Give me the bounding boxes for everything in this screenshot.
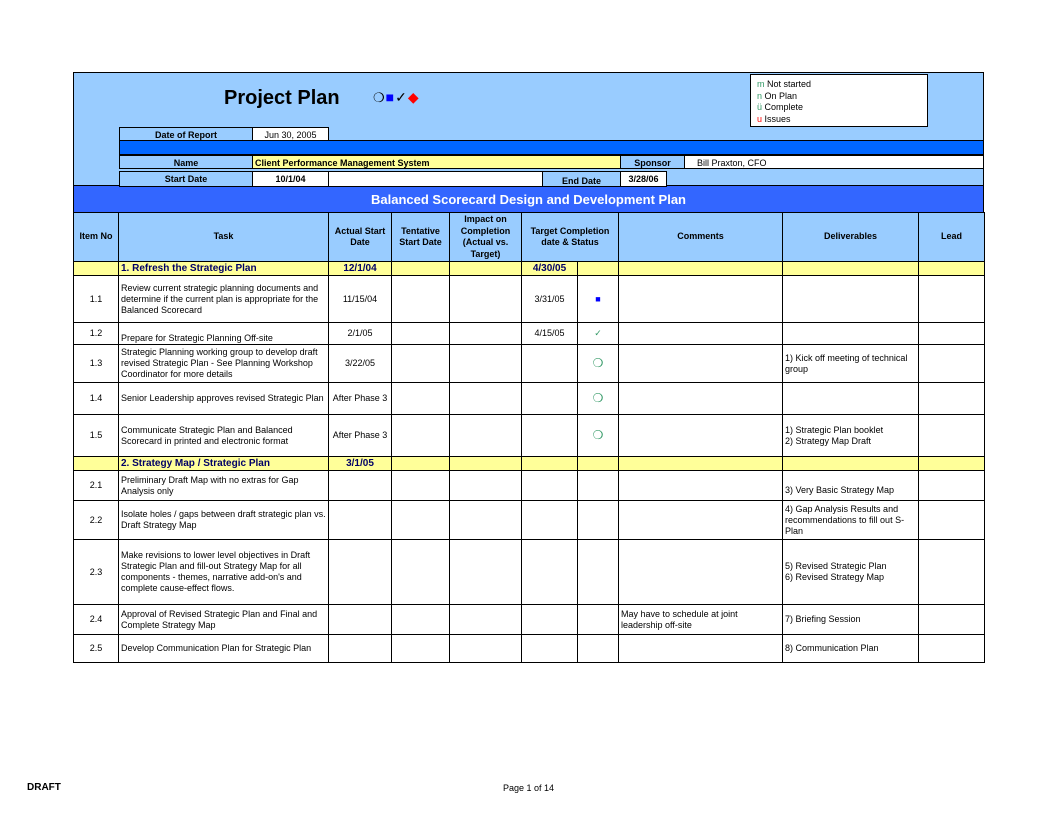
task-cell[interactable]: Communicate Strategic Plan and Balanced Scorecard in printed and electronic format [119,415,329,457]
target-cell[interactable] [522,501,578,540]
lead-cell[interactable] [919,635,985,663]
task-cell[interactable]: Review current strategic planning documents and determine if the current plan is appropriate for the Balanced Scorecard [119,276,329,323]
deliverables-cell[interactable]: 5) Revised Strategic Plan 6) Revised Strategy Map [783,540,919,605]
task-cell[interactable]: Approval of Revised Strategic Plan and Final and Complete Strategy Map [119,605,329,635]
status-cell[interactable] [578,323,619,345]
col-target-status: Target Completion date & Status [522,213,619,262]
legend-label: Issues [764,113,791,124]
lead-cell[interactable] [919,276,985,323]
phase-cell [919,262,985,276]
impact-cell[interactable] [450,471,522,501]
impact-cell[interactable] [450,383,522,415]
impact-cell[interactable] [450,276,522,323]
tentative-cell[interactable] [392,415,450,457]
comments-cell[interactable] [619,540,783,605]
phase-cell [619,262,783,276]
tentative-cell[interactable] [392,276,450,323]
col-item-no: Item No [74,213,119,262]
phase-cell [578,262,619,276]
circle-icon: ❍ [373,90,386,105]
legend-item [757,91,927,103]
legend-item [757,102,927,114]
table-row[interactable] [74,540,985,605]
legend-label: Complete [764,102,804,112]
phase-row [74,262,985,276]
circle-icon: ❍ [592,427,604,442]
sponsor-label: Sponsor [620,155,685,169]
phase-target: 4/30/05 [522,262,578,276]
legend-key: n [757,90,763,101]
comments-cell[interactable] [619,501,783,540]
comments-cell[interactable]: May have to schedule at joint leadership off-site [619,605,783,635]
phase-cell [578,457,619,471]
status-legend [750,74,928,127]
actual-start-cell[interactable] [329,635,392,663]
start-date-label: Start Date [119,171,253,187]
circle-icon: ❍ [592,390,604,405]
col-lead: Lead [919,213,985,262]
date-of-report-value[interactable]: Jun 30, 2005 [252,127,329,141]
legend-item [757,79,927,91]
task-cell[interactable]: Develop Communication Plan for Strategic Plan [119,635,329,663]
phase-row [74,457,985,471]
actual-start-cell[interactable]: After Phase 3 [329,415,392,457]
deliverables-cell[interactable]: 1) Kick off meeting of technical group [783,345,919,383]
square-icon: ■ [595,293,601,304]
impact-cell[interactable] [450,605,522,635]
col-impact: Impact on Completion (Actual vs. Target) [450,213,522,262]
header-block [73,72,984,185]
target-cell[interactable]: 4/15/05 [522,323,578,345]
check-icon: ✓ [395,89,408,105]
legend-label: Not started [767,79,812,89]
phase-start: 3/1/05 [329,457,392,471]
legend-key: u [757,113,763,124]
table-row[interactable] [74,383,985,415]
phase-item [74,457,119,471]
actual-start-cell[interactable]: 11/15/04 [329,276,392,323]
task-table [73,212,985,663]
table-row[interactable] [74,276,985,323]
target-cell[interactable] [522,540,578,605]
col-tentative-start: Tentative Start Date [392,213,450,262]
target-cell[interactable] [522,471,578,501]
item-no: 1.1 [74,276,119,323]
deliverables-cell[interactable]: 1) Strategic Plan booklet 2) Strategy Map Draft [783,415,919,457]
comments-cell[interactable] [619,345,783,383]
column-header-row [74,213,985,262]
impact-cell[interactable] [450,540,522,605]
phase-target [522,457,578,471]
deliverables-cell[interactable]: 7) Briefing Session [783,605,919,635]
impact-cell[interactable] [450,501,522,540]
impact-cell[interactable] [450,415,522,457]
target-cell[interactable] [522,605,578,635]
impact-cell[interactable] [450,635,522,663]
legend-key: m [757,79,765,89]
comments-cell[interactable] [619,323,783,345]
lead-cell[interactable] [919,345,985,383]
actual-start-cell[interactable] [329,471,392,501]
blue-separator-bar [119,140,984,155]
phase-cell [619,457,783,471]
phase-cell [392,457,450,471]
end-date-value[interactable]: 3/28/06 [620,171,667,187]
end-date-label: End Date [542,171,621,187]
item-no: 1.3 [74,345,119,383]
item-no: 2.1 [74,471,119,501]
comments-cell[interactable] [619,276,783,323]
status-cell[interactable] [578,383,619,415]
target-cell[interactable]: 3/31/05 [522,276,578,323]
item-no: 2.3 [74,540,119,605]
legend-key: ü [757,102,763,112]
phase-cell [919,457,985,471]
project-plan-sheet [73,72,984,663]
task-cell[interactable]: Preliminary Draft Map with no extras for Gap Analysis only [119,471,329,501]
draft-label: DRAFT [27,782,61,793]
actual-start-cell[interactable] [329,540,392,605]
deliverables-cell[interactable]: 8) Communication Plan [783,635,919,663]
square-icon: ■ [385,89,396,105]
sponsor-value[interactable]: Bill Praxton, CFO [684,155,984,169]
comments-cell[interactable] [619,635,783,663]
actual-start-cell[interactable]: 3/22/05 [329,345,392,383]
item-no: 2.4 [74,605,119,635]
lead-cell[interactable] [919,415,985,457]
deliverables-cell[interactable] [783,383,919,415]
item-no: 1.2 [74,323,119,345]
comments-cell[interactable] [619,383,783,415]
phase-cell [450,457,522,471]
status-cell[interactable] [578,540,619,605]
phase-cell [783,457,919,471]
table-row[interactable] [74,605,985,635]
deliverables-cell[interactable] [783,323,919,345]
task-cell[interactable]: Strategic Planning working group to develop draft revised Strategic Plan - See Planning Workshop Coordinator for more details [119,345,329,383]
phase-cell [392,262,450,276]
lead-cell[interactable] [919,383,985,415]
actual-start-cell[interactable] [329,501,392,540]
col-comments: Comments [619,213,783,262]
status-icons [373,89,420,106]
table-row[interactable] [74,471,985,501]
phase-cell [450,262,522,276]
name-value[interactable]: Client Performance Management System [252,155,621,169]
target-cell[interactable] [522,383,578,415]
status-cell[interactable] [578,415,619,457]
lead-cell[interactable] [919,471,985,501]
actual-start-cell[interactable]: 2/1/05 [329,323,392,345]
lead-cell[interactable] [919,540,985,605]
item-no: 2.5 [74,635,119,663]
phase-title: 1. Refresh the Strategic Plan [119,262,329,276]
impact-cell[interactable] [450,345,522,383]
table-row[interactable] [74,635,985,663]
target-cell[interactable] [522,635,578,663]
status-cell[interactable] [578,605,619,635]
comments-cell[interactable] [619,415,783,457]
task-cell[interactable]: Make revisions to lower level objectives in Draft Strategic Plan and fill-out Strategy Map for all components - themes, narrative add-on's and complete cause-effect flows. [119,540,329,605]
tentative-cell[interactable] [392,605,450,635]
date-of-report-label: Date of Report [119,127,253,141]
legend-label: On Plan [764,90,798,101]
name-label: Name [119,155,253,169]
circle-icon: ❍ [592,355,604,370]
lead-cell[interactable] [919,605,985,635]
deliverables-cell[interactable]: 4) Gap Analysis Results and recommendations to fill out S-Plan [783,501,919,540]
tentative-cell[interactable] [392,471,450,501]
status-cell[interactable] [578,471,619,501]
deliverables-cell[interactable] [783,276,919,323]
actual-start-cell[interactable] [329,605,392,635]
check-icon: ✓ [594,328,602,338]
blank-cell [328,171,543,187]
col-deliverables: Deliverables [783,213,919,262]
tentative-cell[interactable] [392,501,450,540]
legend-item [757,114,927,126]
item-no: 1.5 [74,415,119,457]
lead-cell[interactable] [919,501,985,540]
comments-cell[interactable] [619,471,783,501]
section-title: Balanced Scorecard Design and Development Plan [73,185,984,212]
deliverables-cell[interactable]: 3) Very Basic Strategy Map [783,471,919,501]
actual-start-cell[interactable]: After Phase 3 [329,383,392,415]
diamond-icon: ◆ [407,89,420,105]
page-title: Project Plan [224,87,340,109]
status-cell[interactable] [578,635,619,663]
lead-cell[interactable] [919,323,985,345]
task-cell[interactable]: Senior Leadership approves revised Strategic Plan [119,383,329,415]
table-row[interactable] [74,345,985,383]
col-task: Task [119,213,329,262]
status-cell[interactable] [578,501,619,540]
phase-item [74,262,119,276]
item-no: 1.4 [74,383,119,415]
table-row[interactable] [74,415,985,457]
impact-cell[interactable] [450,323,522,345]
table-row[interactable] [74,323,985,345]
page-number: Page 1 of 14 [502,783,555,793]
tentative-cell[interactable] [392,323,450,345]
tentative-cell[interactable] [392,635,450,663]
tentative-cell[interactable] [392,540,450,605]
status-cell[interactable] [578,345,619,383]
status-cell[interactable] [578,276,619,323]
phase-cell [783,262,919,276]
phase-start: 12/1/04 [329,262,392,276]
col-actual-start: Actual Start Date [329,213,392,262]
tentative-cell[interactable] [392,383,450,415]
start-date-value[interactable]: 10/1/04 [252,171,329,187]
target-cell[interactable] [522,345,578,383]
item-no: 2.2 [74,501,119,540]
tentative-cell[interactable] [392,345,450,383]
task-cell[interactable]: Prepare for Strategic Planning Off-site [119,323,329,345]
table-row[interactable] [74,501,985,540]
target-cell[interactable] [522,415,578,457]
phase-title: 2. Strategy Map / Strategic Plan [119,457,329,471]
task-cell[interactable]: Isolate holes / gaps between draft strategic plan vs. Draft Strategy Map [119,501,329,540]
